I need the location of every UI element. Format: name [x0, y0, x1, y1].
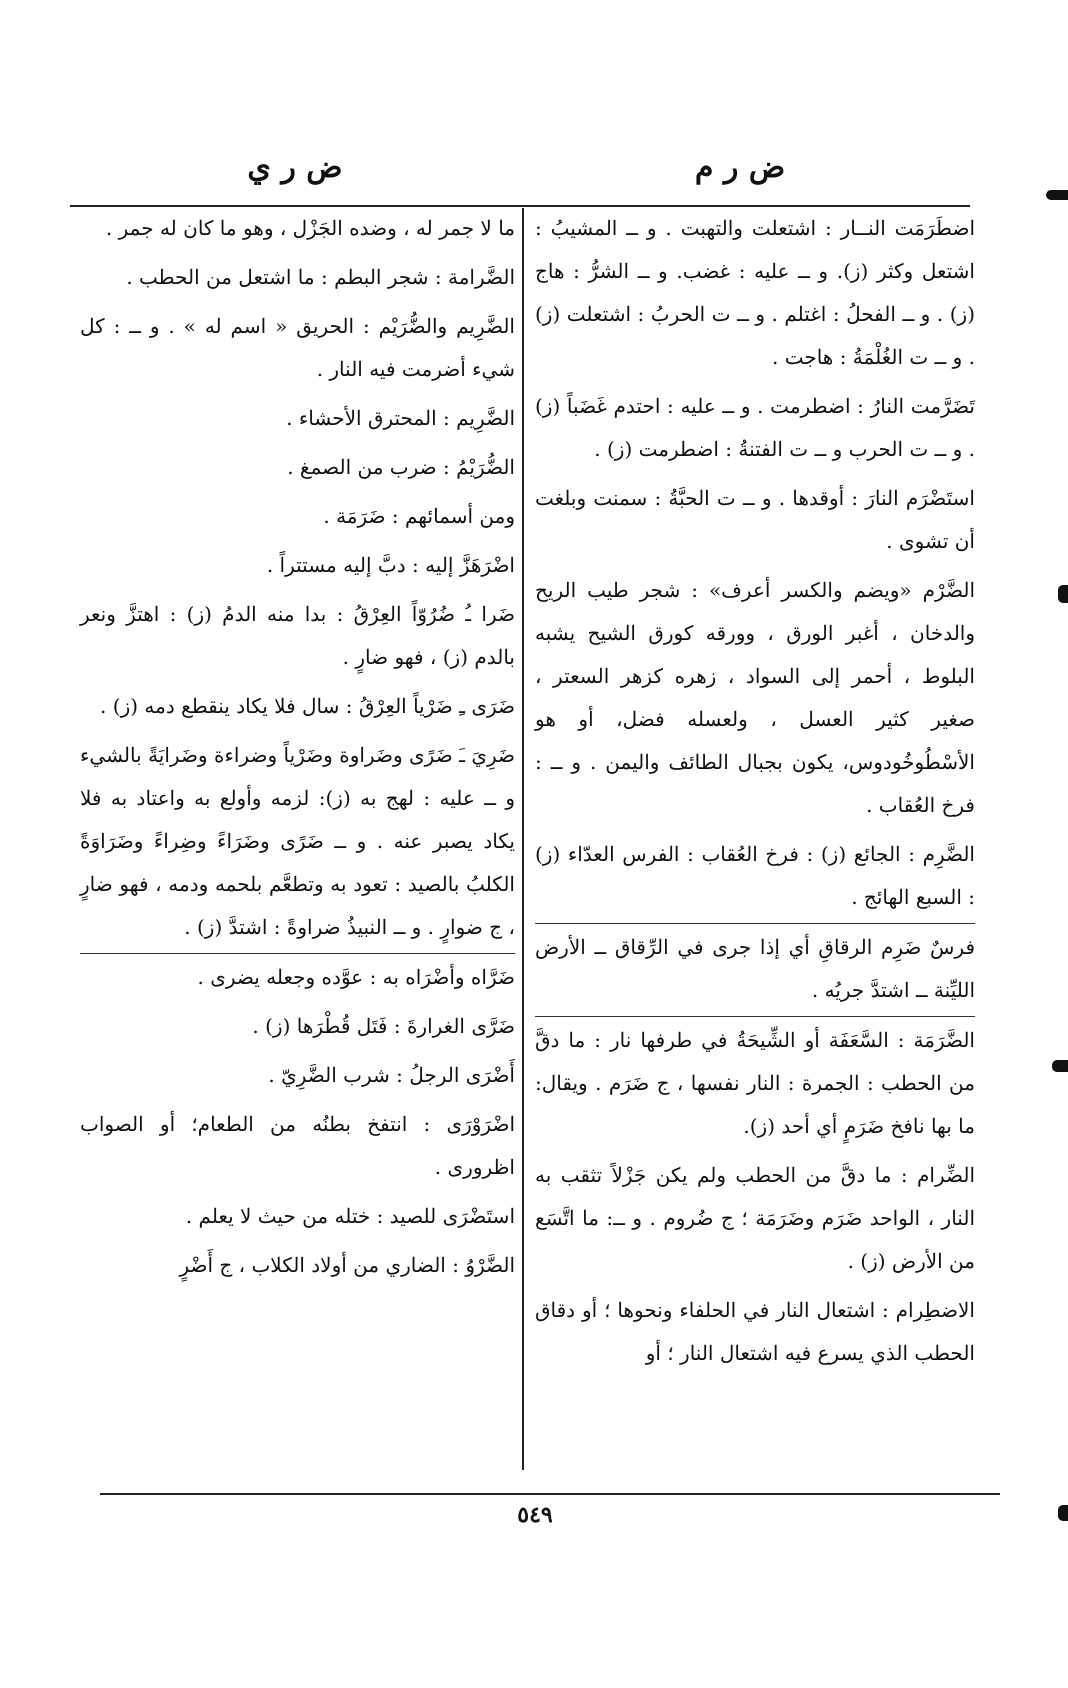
entry-text: استَضْرَم النارَ : أوقدها . و ــ ت الحبَّةُ : سمنت وبلغت أن تشوى . — [535, 486, 975, 553]
entry-text: ضَرَّاه وأضْرَاه به : عوَّده وجعله يضرى . — [197, 965, 515, 989]
entry-text: الضُّرَيْمُ : ضرب من الصمغ . — [287, 455, 515, 479]
entry-text: ومن أسمائهم : ضَرَمَة . — [323, 504, 515, 528]
entry-text: أَضْرَى الرجلُ : شرب الضَّرِيّ . — [268, 1063, 515, 1087]
right-column-header: ض ر م — [694, 150, 786, 185]
dictionary-entry — [80, 444, 515, 493]
entry-text: اضطَرَمَت النــار : اشتعلت والتهبت . و ــ المشيبُ : اشتعل وكثر (ز). و ــ عليه : غضب. و ــ الشرُّ : هاج (ز) . و ــ الفحلُ : اغتلم . و ــ ت الحربُ : اشتعلت (ز) . و ــ ت الغُلْمَةُ : هاجت . — [535, 216, 975, 369]
dictionary-entry — [80, 591, 515, 683]
dictionary-entry — [80, 205, 515, 254]
dictionary-entry — [80, 1101, 515, 1193]
entry-text: اضْرَهَزَّ إليه : دبَّ إليه مستتراً . — [266, 553, 515, 577]
column-divider — [522, 208, 524, 1470]
dictionary-entry — [80, 732, 515, 953]
entry-text: الضَّرِيم : المحترق الأحشاء . — [286, 406, 515, 430]
entry-text: الضَّرِم : الجائع (ز) : فرخ العُقاب : الفرس العدّاء (ز) : السبع الهائج . — [535, 842, 975, 909]
entry-text: تَضَرَّمت النارُ : اضطرمت . و ــ عليه : احتدم غَضَباً (ز) . و ــ ت الحرب و ــ ت الفتنةُ : اضطرمت (ز) . — [535, 394, 975, 461]
entry-text: ضَرا ـُ ضُرُوّاً العِرْقُ : بدا منه الدمُ (ز) : اهتزَّ ونعر بالدم (ز) ، فهو ضارٍ . — [80, 602, 515, 669]
bottom-rule — [100, 1493, 1000, 1495]
thumb-index-mark — [1058, 585, 1068, 603]
entry-text: اضْرَوْرَى : انتفخ بطنُه من الطعام؛ أو الصواب اظرورى . — [80, 1112, 515, 1179]
left-column — [80, 205, 515, 1291]
dictionary-entry — [535, 475, 975, 567]
dictionary-entry — [535, 1287, 975, 1379]
dictionary-entry — [535, 567, 975, 831]
right-column — [535, 205, 975, 1379]
thumb-index-mark — [1058, 1505, 1068, 1521]
entry-text: الضَّرَمَة : السَّعَفَة أو الشِّيحَةُ في طرفها نار : ما دقَّ من الحطب : الجمرة : النار نفسها ، ج ضَرَم . ويقال: ما بها نافخ ضَرَمٍ أي أحد (ز). — [535, 1028, 975, 1138]
entry-text: الضَّرِيم والضُّرَيْم : الحريق « اسم له » . و ــ : كل شيء أضرمت فيه النار . — [80, 314, 515, 381]
dictionary-entry — [535, 923, 975, 1016]
entry-text: فرسٌ ضَرِم الرقاقِ أي إذا جرى في الرِّقاق ــ الأرض الليِّنة ــ اشتدَّ جريُه . — [535, 935, 975, 1002]
dictionary-entry — [535, 1016, 975, 1152]
dictionary-entry — [535, 1152, 975, 1287]
entry-text: الاضطِرام : اشتعال النار في الحلفاء ونحوها ؛ أو دقاق الحطب الذي يسرع فيه اشتعال النار ؛ أو — [535, 1298, 975, 1365]
dictionary-entry — [535, 831, 975, 923]
dictionary-entry — [80, 395, 515, 444]
dictionary-entry — [80, 953, 515, 1003]
dictionary-entry — [80, 683, 515, 732]
dictionary-entry — [80, 1193, 515, 1242]
dictionary-entry — [535, 205, 975, 383]
entry-text: استَضْرَى للصيد : ختله من حيث لا يعلم . — [185, 1204, 515, 1228]
dictionary-entry — [80, 542, 515, 591]
dictionary-entry — [80, 493, 515, 542]
entry-text: ضَرِيَ ـَ ضَرًى وضَراوة وضَرْياً وضراءة وضَرايَةً بالشيء و ــ عليه : لهج به (ز): لزمه وأولع به واعتاد به فلا يكاد يصبر عنه . و ــ ضَرًى وضَرَاءً وضِراءً وضَرَاوَةً الكلبُ بالصيد : تعود به وتطعَّم بلحمه ودمه ، فهو ضارٍ ، ج ضوارٍ . و ــ النبيذُ ضراوةً : اشتدَّ (ز) . — [80, 743, 515, 939]
dictionary-entry — [80, 1003, 515, 1052]
entry-text: الضَّرْوُ : الضاري من أولاد الكلاب ، ج أَضْرٍ — [179, 1253, 515, 1277]
entry-text: الضِّرام : ما دقَّ من الحطب ولم يكن جَزْلاً تثقب به النار ، الواحد ضَرَم وضَرَمَة ؛ ج ضُروم . و ــ: ما اتَّسَع من الأرض (ز) . — [535, 1163, 975, 1273]
entry-text: ضَرَى ـِ ضَرْياً العِرْقُ : سال فلا يكاد ينقطع دمه (ز) . — [100, 694, 515, 718]
dictionary-entry — [80, 1052, 515, 1101]
left-column-header: ض ر ي — [247, 150, 343, 185]
entry-text: الضَّرامة : شجر البطم : ما اشتعل من الحطب . — [126, 265, 515, 289]
thumb-index-mark — [1052, 1060, 1068, 1072]
entry-text: ما لا جمر له ، وضده الجَزْل ، وهو ما كان له جمر . — [105, 216, 515, 240]
thumb-index-mark — [1046, 190, 1068, 200]
dictionary-entry — [80, 303, 515, 395]
dictionary-entry — [535, 383, 975, 475]
dictionary-entry — [80, 1242, 515, 1291]
entry-text: الضَّرْم «ويضم والكسر أعرف» : شجر طيب الريح والدخان ، أغبر الورق ، وورقه كورق الشيح يشبه البلوط ، أحمر إلى السواد ، زهره كزهر السعتر ، صغير كثير العسل ، ولعسله فضل، أو هو الأسْطُوخُودوس، يكون بجبال الطائف واليمن . و ــ : فرخ العُقاب . — [535, 578, 975, 817]
entry-text: ضَرَّى الغرارةَ : فَتَل قُطْرَها (ز) . — [252, 1014, 515, 1038]
page-number: ٥٤٩ — [517, 1502, 553, 1528]
dictionary-entry — [80, 254, 515, 303]
